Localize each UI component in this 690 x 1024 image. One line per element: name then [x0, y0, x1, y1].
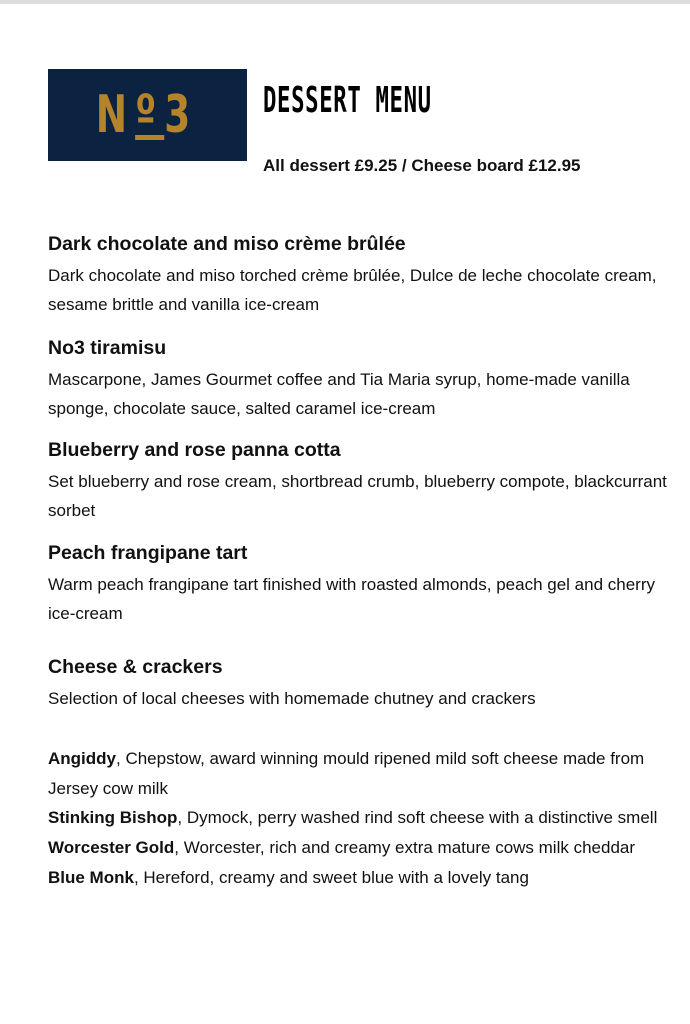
no3-logo: Nº3 [48, 69, 247, 161]
cheese-name: Stinking Bishop [48, 808, 178, 828]
menu-prices: All dessert £9.25 / Cheese board £12.95 [263, 156, 581, 175]
item-description: Dark chocolate and miso torched crème brûlée, Dulce de leche chocolate cream, sesame brittle and vanilla ice-cream [48, 266, 657, 314]
item-description: Set blueberry and rose cream, shortbread crumb, blueberry compote, blackcurrant sorbet [48, 472, 667, 520]
cheese-name: Angiddy [48, 749, 116, 768]
item-name: Dark chocolate and miso crème brûlée [48, 233, 406, 255]
menu-item [48, 335, 668, 423]
cheese-description: , Chepstow, award winning mould ripened mild soft cheese made from Jersey cow milk [48, 749, 645, 798]
item-name: Cheese & crackers [48, 656, 223, 678]
menu-item [48, 654, 668, 713]
item-name: Peach frangipane tart [48, 542, 248, 564]
item-name: No3 tiramisu [48, 337, 167, 359]
cheese-name: Worcester Gold [48, 838, 175, 858]
menu-item [48, 437, 668, 525]
menu-title: DESSERT MENU [263, 80, 432, 121]
cheese-description: , Worcester, rich and creamy extra mature cows milk cheddar [174, 838, 636, 858]
cheese-item [48, 744, 668, 803]
top-bar [0, 0, 690, 4]
cheese-item [48, 803, 668, 833]
cheese-description: , Hereford, creamy and sweet blue with a lovely tang [133, 867, 529, 887]
item-description: Warm peach frangipane tart finished with roasted almonds, peach gel and cherry ice-cream [48, 575, 655, 623]
menu-item [48, 540, 668, 628]
cheese-item [48, 833, 668, 863]
cheese-name: Blue Monk [48, 867, 134, 887]
item-description: Mascarpone, James Gourmet coffee and Tia Maria syrup, home-made vanilla sponge, chocolate sauce, salted caramel ice-cream [48, 370, 630, 418]
item-name: Blueberry and rose panna cotta [48, 439, 341, 461]
item-description: Selection of local cheeses with homemade chutney and crackers [48, 689, 536, 708]
menu-item [48, 231, 668, 319]
cheese-description: , Dymock, perry washed rind soft cheese with a distinctive smell [177, 808, 658, 828]
cheese-list [48, 744, 668, 893]
cheese-item [48, 863, 668, 893]
